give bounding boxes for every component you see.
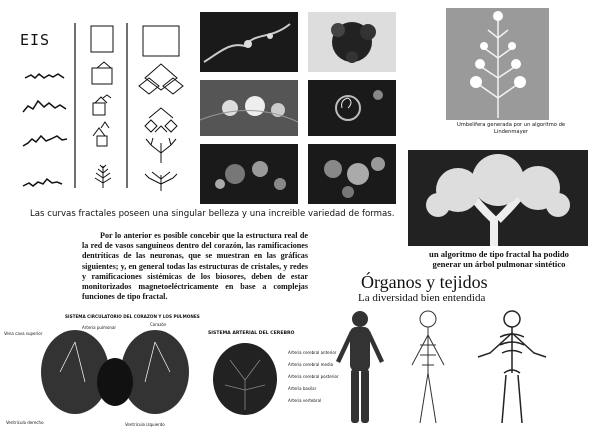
fractal-curves-diagram: [15, 8, 195, 193]
koch-curve-1: [23, 74, 67, 186]
umbellifera-caption: Umbelifera generada por un algoritmo de Lindenmayer: [456, 122, 566, 135]
brain-label-1: Arteria cerebral media: [288, 362, 334, 367]
brain-label-2: Arteria cerebral posterior: [288, 374, 339, 379]
brain-label-4: Arteria vertebral: [288, 398, 322, 403]
divider-lines: [75, 23, 127, 188]
lung-label-3: Ventrículo izquierdo: [125, 422, 165, 427]
lung-label-0: Vena cava superior: [4, 331, 43, 336]
main-caption: Las curvas fractales poseen una singular belleza y una increible variedad de formas.: [30, 209, 395, 219]
lung-label-4: Arteria pulmonar: [82, 325, 117, 330]
lung-figure-title: SISTEMA CIRCULATORIO DEL CORAZON Y LOS PULMONES: [65, 314, 200, 319]
fractal-image-3: [200, 144, 298, 204]
eis-label: EIS: [20, 31, 51, 49]
fractal-image-1: [200, 12, 298, 72]
brain-artery-figure: [210, 340, 280, 418]
brain-label-0: Arteria cerebral anterior: [288, 350, 337, 355]
organs-subtitle: La diversidad bien entendida: [358, 292, 486, 304]
fractal-image-2: [200, 80, 298, 136]
fractal-image-6: [308, 144, 396, 204]
brain-label-3: Arteria basilar: [288, 386, 317, 391]
pulmonary-tree-image: [408, 150, 588, 246]
muscle-figure: [336, 311, 384, 423]
fractal-image-4: [308, 12, 396, 72]
umbellifera-image: [446, 8, 549, 120]
skeleton-figure: [478, 311, 546, 423]
organs-title: Órganos y tejidos: [361, 272, 488, 292]
nervous-figure: [412, 311, 444, 423]
tree-fractals: [139, 26, 183, 191]
body-paragraph-text: Por lo anterior es posible concebir que la estructura real de la red de vasos sanguíneos dentro del corazón, las ramificaciones dentríticas de las neuronas, que se muestran en las gráficas siguientes; y, en general todas las estructuras de cristales, y redes y ramificaciones sistémicas de los biosores, deben de estar monitorizados magnetoeléctricamente en base a complejas funciones de tipo fractal.: [82, 231, 308, 302]
lung-circulation-figure: [30, 322, 200, 422]
body-paragraph: [82, 231, 308, 302]
fern-fractal: [95, 165, 111, 188]
lung-label-2: Ventrículo derecho: [6, 420, 44, 425]
fractal-image-5: [308, 80, 396, 136]
brain-figure-title: SISTEMA ARTERIAL DEL CEREBRO: [208, 331, 295, 336]
pulmonary-tree-caption: un algoritmo de tipo fractal ha podido generar un árbol pulmonar sintético: [429, 249, 569, 269]
square-fractals: [91, 26, 113, 146]
human-body-figures: [330, 305, 560, 430]
lung-label-1: Corazón: [150, 322, 167, 327]
